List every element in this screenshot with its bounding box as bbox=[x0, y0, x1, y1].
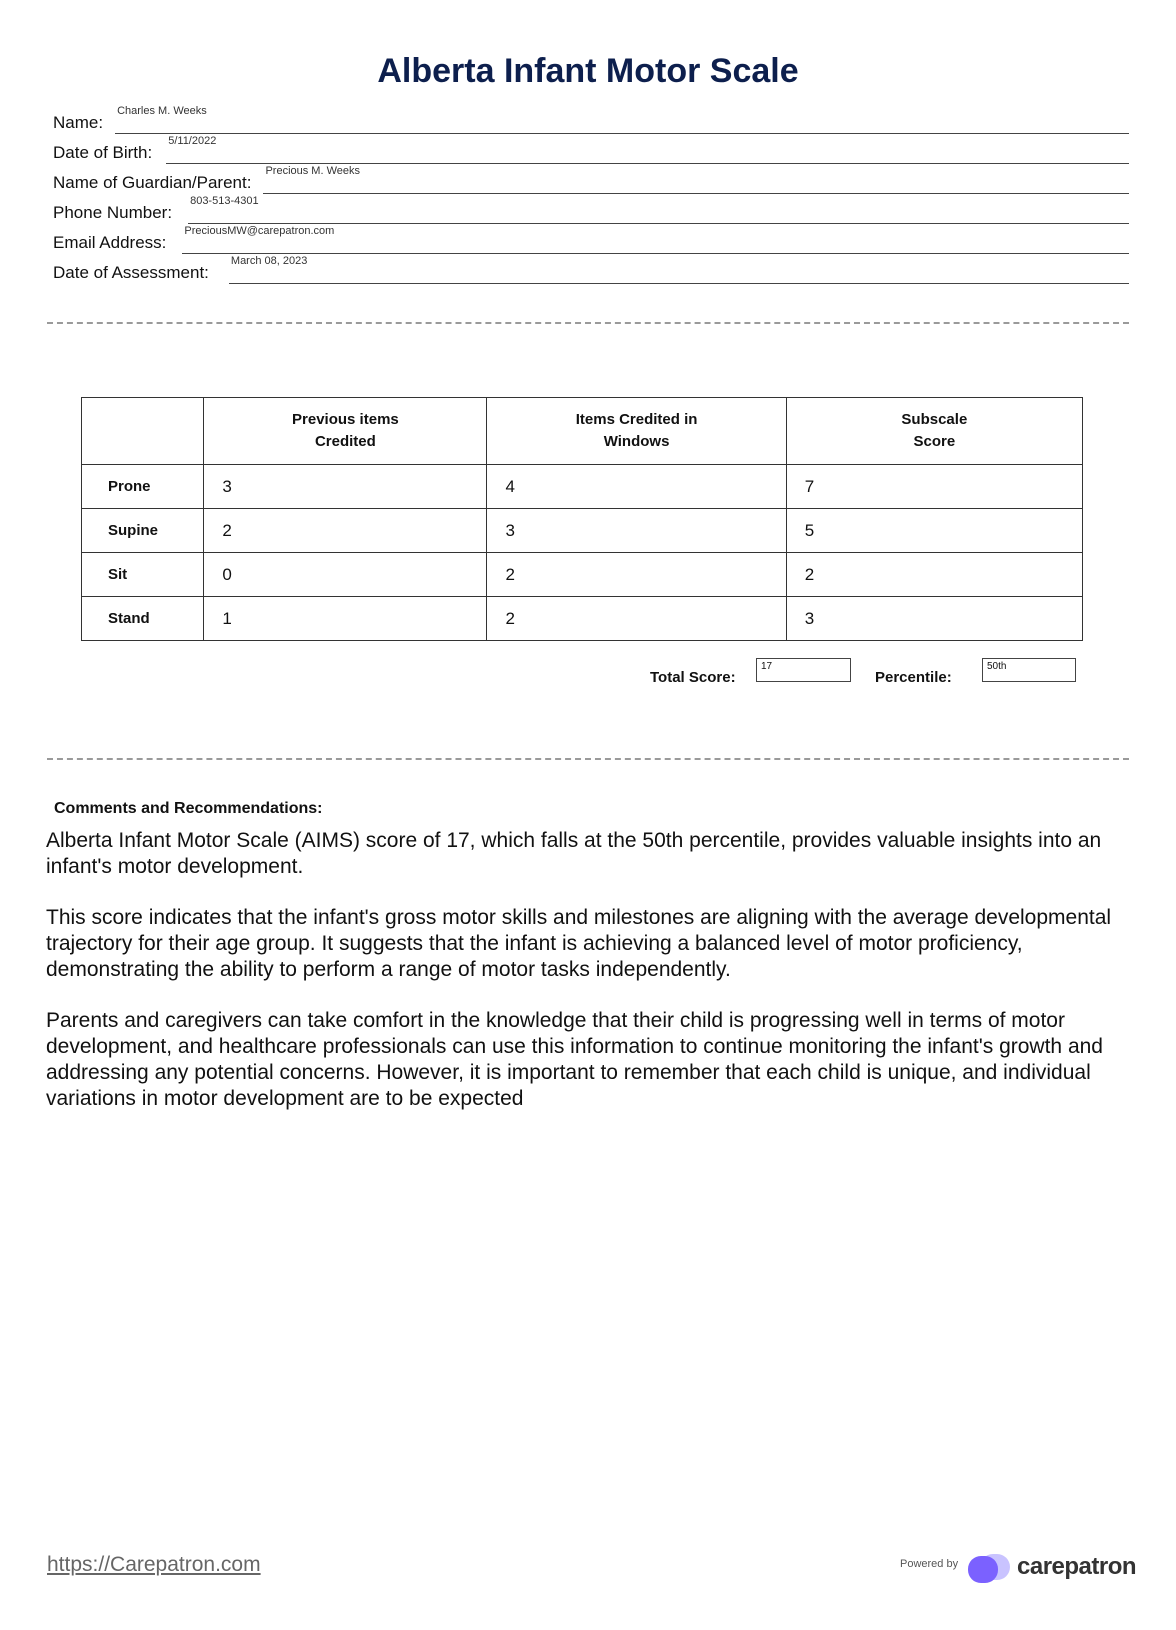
name-value: Charles M. Weeks bbox=[117, 105, 207, 117]
carepatron-brand: carepatron bbox=[1017, 1553, 1137, 1580]
name-line[interactable] bbox=[115, 105, 1129, 134]
date-of-birth-value: 5/11/2022 bbox=[168, 135, 217, 147]
phone-line[interactable] bbox=[188, 195, 1129, 224]
window-cell[interactable]: 2 bbox=[487, 597, 786, 641]
header-subscale-text: Subscale Score bbox=[901, 411, 968, 450]
guardian-line[interactable] bbox=[263, 165, 1129, 194]
date-of-birth-field[interactable] bbox=[53, 134, 1129, 164]
subscale-cell[interactable]: 7 bbox=[786, 465, 1082, 509]
name-field[interactable] bbox=[53, 104, 1129, 134]
section-divider bbox=[47, 758, 1129, 760]
assessment-date-value: March 08, 2023 bbox=[230, 255, 308, 267]
subscale-cell[interactable]: 3 bbox=[786, 597, 1082, 641]
percentile-input[interactable]: 50th bbox=[982, 658, 1076, 682]
date-of-birth-line[interactable] bbox=[166, 135, 1129, 164]
guardian-field[interactable] bbox=[53, 164, 1129, 194]
previous-cell[interactable]: 0 bbox=[204, 553, 487, 597]
table-header-window bbox=[487, 398, 786, 465]
email-field[interactable] bbox=[53, 224, 1129, 254]
row-label: Prone bbox=[82, 465, 204, 509]
assessment-date-line[interactable] bbox=[229, 255, 1129, 284]
logo-front-shape bbox=[968, 1556, 998, 1583]
table-header-previous bbox=[204, 398, 487, 465]
comment-paragraph: Alberta Infant Motor Scale (AIMS) score of 17, which falls at the 50th percentile, provides valuable insights into an infant's motor development. bbox=[46, 829, 1102, 878]
total-score-label: Total Score: bbox=[650, 669, 736, 686]
date-of-birth-label: Date of Birth: bbox=[53, 143, 153, 162]
table-header-row bbox=[82, 398, 1083, 465]
assessment-date-field[interactable] bbox=[53, 254, 1129, 284]
table-row bbox=[82, 553, 1083, 597]
subscale-cell[interactable]: 5 bbox=[786, 509, 1082, 553]
phone-value: 803-513-4301 bbox=[190, 195, 259, 207]
section-divider bbox=[47, 322, 1129, 324]
totals-row bbox=[650, 658, 1084, 686]
email-value: PreciousMW@carepatron.com bbox=[184, 225, 335, 237]
carepatron-logo-icon bbox=[966, 1551, 1016, 1585]
powered-by-text: Powered by bbox=[900, 1558, 959, 1570]
score-table bbox=[81, 397, 1083, 641]
table-row bbox=[82, 465, 1083, 509]
comment-paragraph: This score indicates that the infant's gross motor skills and milestones are aligning with the average developmental trajectory for their age group. It suggests that the infant is achieving a balanced level of motor proficiency, demonstrating the ability to perform a range of motor tasks independently. bbox=[46, 906, 1112, 981]
comment-paragraph: Parents and caregivers can take comfort in the knowledge that their child is progressing well in terms of motor development, and healthcare professionals can use this information to continue monitoring the infant's growth and addressing any potential concerns. However, it is important to remember that each child is unique, and individual variations in motor development are to be expected bbox=[46, 1009, 1103, 1110]
subscale-cell[interactable]: 2 bbox=[786, 553, 1082, 597]
guardian-label: Name of Guardian/Parent: bbox=[53, 173, 252, 192]
name-label: Name: bbox=[53, 113, 104, 132]
previous-cell[interactable]: 1 bbox=[204, 597, 487, 641]
table-row bbox=[82, 509, 1083, 553]
previous-cell[interactable]: 3 bbox=[204, 465, 487, 509]
email-label: Email Address: bbox=[53, 233, 167, 252]
row-label: Stand bbox=[82, 597, 204, 641]
percentile-label: Percentile: bbox=[875, 669, 952, 686]
window-cell[interactable]: 2 bbox=[487, 553, 786, 597]
email-line[interactable] bbox=[182, 225, 1129, 254]
previous-cell[interactable]: 2 bbox=[204, 509, 487, 553]
comments-heading: Comments and Recommendations: bbox=[54, 800, 323, 817]
table-header-subscale bbox=[786, 398, 1082, 465]
guardian-value: Precious M. Weeks bbox=[265, 165, 361, 177]
phone-field[interactable] bbox=[53, 194, 1129, 224]
table-header-blank bbox=[82, 398, 204, 465]
table-row bbox=[82, 597, 1083, 641]
header-window-text: Items Credited in Windows bbox=[575, 411, 698, 450]
phone-label: Phone Number: bbox=[53, 203, 173, 222]
window-cell[interactable]: 4 bbox=[487, 465, 786, 509]
total-score-input[interactable]: 17 bbox=[756, 658, 851, 682]
footer-link[interactable]: https://Carepatron.com bbox=[47, 1553, 261, 1576]
window-cell[interactable]: 3 bbox=[487, 509, 786, 553]
header-previous-text: Previous items Credited bbox=[292, 411, 399, 450]
row-label: Supine bbox=[82, 509, 204, 553]
assessment-date-label: Date of Assessment: bbox=[53, 263, 209, 282]
page-title: Alberta Infant Motor Scale bbox=[377, 52, 799, 90]
row-label: Sit bbox=[82, 553, 204, 597]
